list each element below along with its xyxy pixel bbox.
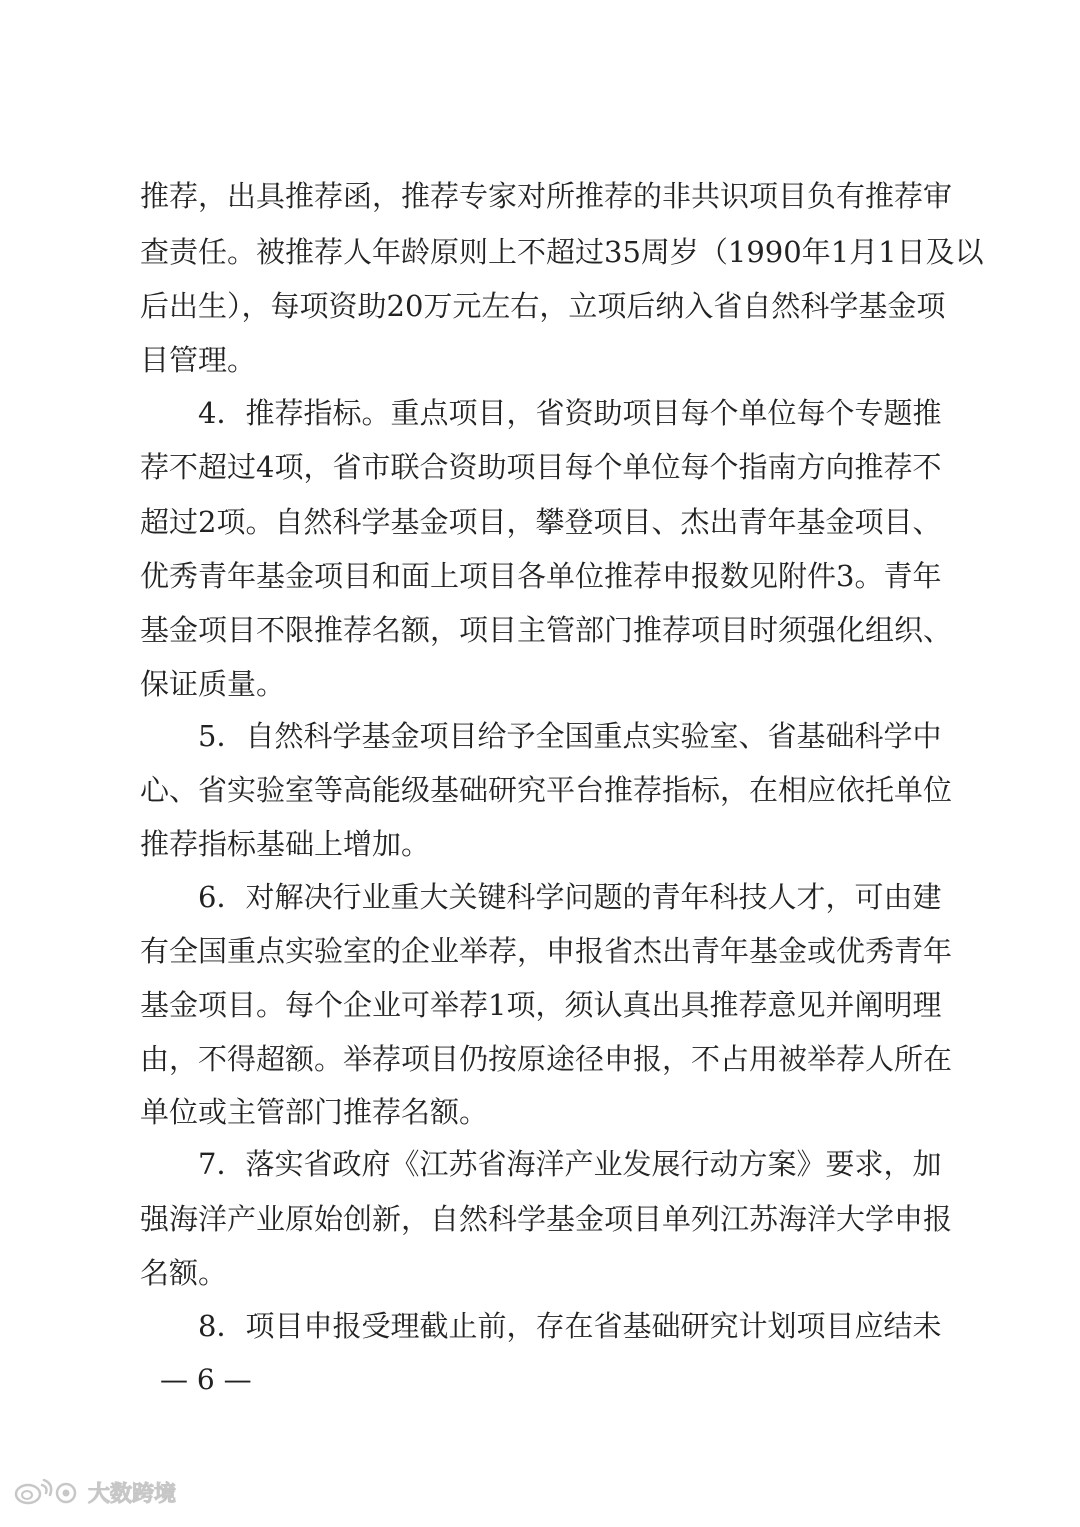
paragraph-6-line-1: 6．对解决行业重大关键科学问题的青年科技人才，可由建: [198, 880, 942, 914]
paragraph-5-line-1: 5．自然科学基金项目给予全国重点实验室、省基础科学中: [198, 719, 942, 753]
paragraph-4-line-3: 超过2项。自然科学基金项目，攀登项目、杰出青年基金项目、: [140, 505, 942, 539]
paragraph-7-line-2: 强海洋产业原始创新，自然科学基金项目单列江苏海洋大学申报: [140, 1202, 953, 1236]
paragraph-6-line-4: 由，不得超额。举荐项目仍按原途径申报，不占用被举荐人所在: [140, 1042, 953, 1076]
paragraph-4-line-6: 保证质量。: [140, 667, 286, 701]
paragraph-7-line-3: 名额。: [140, 1256, 228, 1290]
page-number: — 6 —: [160, 1363, 252, 1396]
paragraph-cont-line-4: 目管理。: [140, 343, 257, 377]
paragraph-8-line-1: 8．项目申报受理截止前，存在省基础研究计划项目应结未: [198, 1309, 942, 1343]
watermark-text: 大数跨境: [88, 1481, 177, 1507]
paragraph-5-line-2: 心、省实验室等高能级基础研究平台推荐指标，在相应依托单位: [140, 773, 953, 807]
watermark: [12, 1472, 176, 1512]
paragraph-cont-line-2: 查责任。被推荐人年龄原则上不超过35周岁（1990年1月1日及以: [140, 235, 984, 269]
paragraph-4-line-4: 优秀青年基金项目和面上项目各单位推荐申报数见附件3。青年: [140, 559, 942, 593]
paragraph-cont-line-3: 后出生），每项资助20万元左右，立项后纳入省自然科学基金项: [140, 289, 946, 323]
paragraph-7-line-1: 7．落实省政府《江苏省海洋产业发展行动方案》要求，加: [198, 1147, 942, 1181]
paragraph-6-line-5: 单位或主管部门推荐名额。: [140, 1095, 489, 1129]
paragraph-6-line-3: 基金项目。每个企业可举荐1项，须认真出具推荐意见并阐明理: [140, 988, 942, 1022]
paragraph-cont-line-1: 推荐，出具推荐函，推荐专家对所推荐的非共识项目负有推荐审: [140, 179, 953, 213]
paragraph-4-line-5: 基金项目不限推荐名额，项目主管部门推荐项目时须强化组织、: [140, 613, 953, 647]
weibo-logo-icon: [12, 1477, 82, 1507]
paragraph-5-line-3: 推荐指标基础上增加。: [140, 827, 431, 861]
paragraph-4-line-2: 荐不超过4项，省市联合资助项目每个单位每个指南方向推荐不: [140, 450, 942, 484]
paragraph-6-line-2: 有全国重点实验室的企业举荐，申报省杰出青年基金或优秀青年: [140, 934, 953, 968]
paragraph-4-line-1: 4．推荐指标。重点项目，省资助项目每个单位每个专题推: [198, 396, 942, 430]
